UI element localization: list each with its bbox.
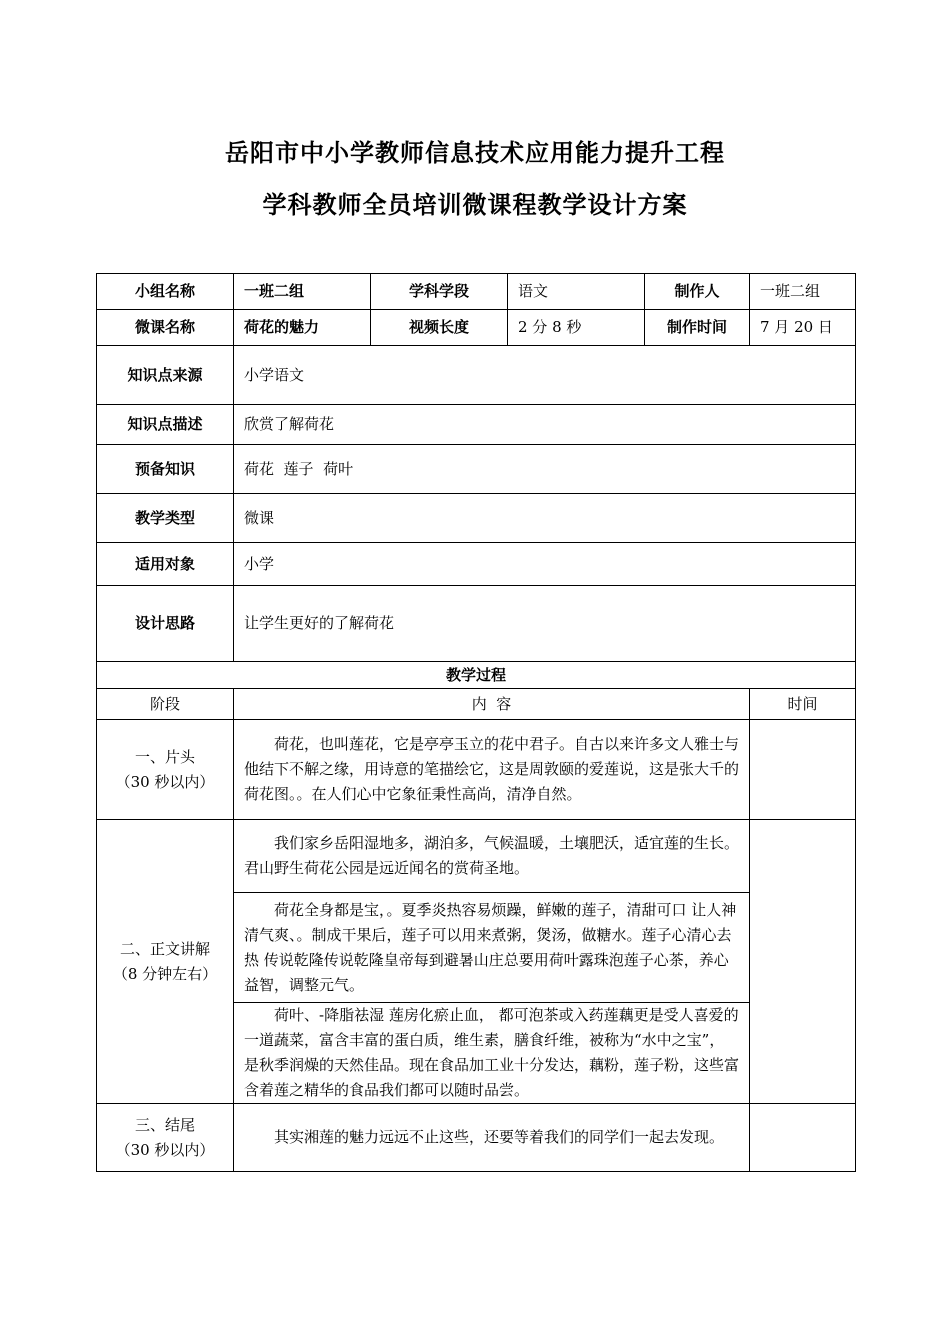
process-row	[97, 720, 856, 820]
author-label: 制作人	[645, 274, 750, 310]
process-heading: 教学过程	[97, 662, 856, 689]
design-table	[96, 273, 856, 1172]
info-row	[97, 346, 856, 405]
info-label: 知识点来源	[97, 346, 234, 405]
stage-duration: （8 分钟左右）	[112, 964, 218, 983]
time-cell	[750, 1104, 856, 1172]
info-value: 微课	[234, 494, 856, 543]
info-label: 设计思路	[97, 586, 234, 662]
header-row-1	[97, 274, 856, 310]
time-column-header: 时间	[750, 689, 856, 720]
stage-cell	[97, 720, 234, 820]
stage-cell	[97, 1104, 234, 1172]
info-value: 荷花 莲子 荷叶	[234, 445, 856, 494]
date-label: 制作时间	[645, 310, 750, 346]
info-label: 预备知识	[97, 445, 234, 494]
subject-label: 学科学段	[371, 274, 508, 310]
stage-column-header: 阶段	[97, 689, 234, 720]
content-cell: 荷叶、-降脂祛湿 莲房化瘀止血， 都可泡茶或入药莲藕更是受人喜爱的一道蔬菜，富含丰富的蛋白质，维生素，膳食纤维，被称为“水中之宝”，是秋季润燥的天然佳品。现在食品加工业十分发达，藕粉，莲子粉，这些富含着莲之精华的食品我们都可以随时品尝。	[234, 1003, 750, 1104]
date-value: 7 月 20 日	[750, 310, 856, 346]
process-heading-row	[97, 662, 856, 689]
stage-cell	[97, 820, 234, 1104]
info-row	[97, 543, 856, 586]
time-cell	[750, 820, 856, 1104]
info-row	[97, 494, 856, 543]
info-value: 让学生更好的了解荷花	[234, 586, 856, 662]
subject-value: 语文	[508, 274, 645, 310]
info-row	[97, 405, 856, 445]
process-row	[97, 1104, 856, 1172]
document-title: 岳阳市中小学教师信息技术应用能力提升工程	[225, 139, 725, 167]
stage-name: 二、正文讲解	[119, 939, 210, 958]
course-name-value: 荷花的魅力	[234, 310, 371, 346]
group-name-label: 小组名称	[97, 274, 234, 310]
author-value: 一班二组	[750, 274, 856, 310]
video-length-label: 视频长度	[371, 310, 508, 346]
info-value: 欣赏了解荷花	[234, 405, 856, 445]
content-cell: 荷花，也叫莲花，它是亭亭玉立的花中君子。自古以来许多文人雅士与他结下不解之缘，用诗意的笔描绘它，这是周敦颐的爱莲说，这是张大千的荷花图。。在人们心中它象征秉性高尚，清净自然。	[234, 720, 750, 820]
content-cell: 荷花全身都是宝，。夏季炎热容易烦躁，鲜嫩的莲子，清甜可口 让人神清气爽、。制成干果后，莲子可以用来煮粥，煲汤，做糖水。莲子心清心去热 传说乾隆传说乾隆皇帝每到避暑山庄总要用荷叶露珠泡莲子心茶，养心益智，调整元气。	[234, 893, 750, 1003]
info-label: 适用对象	[97, 543, 234, 586]
document-subtitle: 学科教师全员培训微课程教学设计方案	[262, 191, 688, 219]
stage-name: 三、结尾	[134, 1115, 195, 1134]
stage-duration: （30 秒以内）	[115, 1140, 215, 1159]
content-column-header: 内 容	[234, 689, 750, 720]
process-columns-row	[97, 689, 856, 720]
process-row	[97, 820, 856, 893]
info-row	[97, 586, 856, 662]
stage-name: 一、片头	[134, 747, 195, 766]
course-name-label: 微课名称	[97, 310, 234, 346]
info-label: 知识点描述	[97, 405, 234, 445]
video-length-value: 2 分 8 秒	[508, 310, 645, 346]
stage-duration: （30 秒以内）	[115, 772, 215, 791]
group-name-value: 一班二组	[234, 274, 371, 310]
time-cell	[750, 720, 856, 820]
info-row	[97, 445, 856, 494]
info-value: 小学语文	[234, 346, 856, 405]
info-label: 教学类型	[97, 494, 234, 543]
header-row-2	[97, 310, 856, 346]
info-value: 小学	[234, 543, 856, 586]
content-cell: 我们家乡岳阳湿地多，湖泊多，气候温暖，土壤肥沃，适宜莲的生长。君山野生荷花公园是远近闻名的赏荷圣地。	[234, 820, 750, 893]
content-cell: 其实湘莲的魅力远远不止这些，还要等着我们的同学们一起去发现。	[234, 1104, 750, 1172]
